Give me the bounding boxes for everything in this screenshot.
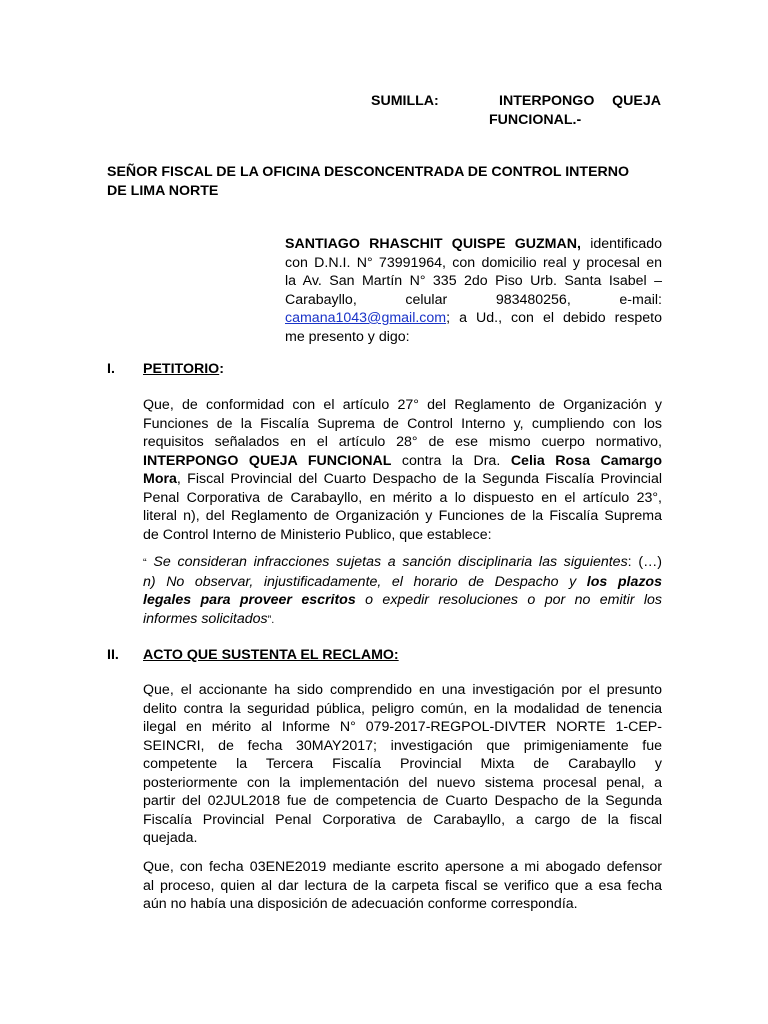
identification-text: ; a Ud., con el debido respeto (446, 310, 662, 326)
identification-text: identificado (580, 236, 662, 252)
phone-value: 983480256, (495, 291, 571, 308)
district-text: Carabayllo, (285, 291, 357, 308)
identification-line3: la Av. San Martín N° 335 2do Piso Urb. Santa Isabel – (285, 273, 662, 289)
paragraph-line: SEINCRI, de fecha 30MAY2017; investigación que primigeniamente fue (143, 737, 662, 754)
paragraph-line: posteriormente con la implementación del nuevo sistema procesal penal, a (143, 774, 662, 791)
bold-text: Mora (143, 471, 177, 487)
reclamo-paragraph1 (143, 681, 662, 848)
section1-heading (143, 360, 224, 379)
section2-number: II. (107, 647, 119, 663)
email-link[interactable]: camana1043@gmail.com (285, 310, 447, 326)
claimant-name: SANTIAGO RHASCHIT QUISPE GUZMAN, (285, 236, 581, 252)
addressee (107, 163, 662, 200)
paragraph-line: aún no había una disposición de adecuación conforme correspondía. (143, 896, 578, 912)
paragraph-line: Fiscalía Provincial Penal Corporativa de Carabayllo, a cargo de la fiscal (143, 811, 662, 828)
reclamo-paragraph2 (143, 858, 662, 914)
paragraph-line: competente la Tercera Fiscalía Provincial Mixta de Carabayllo y (143, 756, 662, 772)
paragraph-line: ilegal en mérito al Informe N° 079-2017-REGPOL-DIVTER NORTE 1-CEP- (143, 719, 662, 735)
paragraph-line: Funciones de la Fiscalía Suprema de Control Interno y, cumpliendo con los (143, 415, 662, 432)
identification-line1 (285, 235, 662, 254)
paragraph-line: partir del 02JUL2018 fue de competencia de Cuarto Despacho de la Segunda (143, 793, 662, 809)
paragraph-line: requisitos señalados en el artículo 28° de ese mismo cuerpo normativo, (143, 434, 662, 450)
section2-title: ACTO QUE SUSTENTA EL RECLAMO: (143, 647, 399, 663)
bold-text: legales para proveer escritos (143, 592, 356, 608)
text: contra la Dra. (391, 452, 511, 469)
paragraph-line: Que, con fecha 03ENE2019 mediante escrito apersone a mi abogado defensor (143, 859, 662, 875)
identification-line4 (285, 291, 662, 310)
section1-number: I. (107, 361, 115, 377)
paragraph-line: de Control Interno de Ministerio Publico, que establece: (143, 526, 492, 543)
sumilla-line1: INTERPONGO QUEJA (499, 93, 661, 109)
paragraph-line (143, 452, 662, 471)
quote-block (143, 553, 662, 629)
section1-colon: : (219, 361, 224, 377)
paragraph-line: quejada. (143, 830, 198, 846)
addressee-line2: DE LIMA NORTE (107, 182, 219, 199)
paragraph-line: Que, de conformidad con el artículo 27° del Reglamento de Organización y (143, 397, 662, 413)
email-label: e-mail: (619, 291, 662, 308)
quote-line (143, 591, 662, 610)
paragraph-line: al proceso, quien al dar lectura de la carpeta fiscal se verifico que a esa fecha (143, 877, 662, 894)
paragraph-line: literal n), del Reglamento de Organización y Funciones de la Fiscalía Suprema (143, 508, 662, 524)
text: : (…) (627, 554, 662, 570)
quote-line (143, 610, 662, 630)
sumilla-line2: FUNCIONAL.- (489, 111, 582, 128)
addressee-line1: SEÑOR FISCAL DE LA OFICINA DESCONCENTRADA DE CONTROL INTERNO (107, 164, 630, 180)
paragraph-line: Penal Corporativa de Carabayllo, en mérito a lo dispuesto en el artículo 23°, (143, 489, 662, 506)
italic-text: informes solicitados (143, 610, 268, 627)
bold-text: Celia Rosa Camargo (510, 452, 662, 469)
paragraph-line: delito contra la seguridad pública, peligro común, en la modalidad de tenencia (143, 700, 662, 717)
italic-text: o expedir resoluciones o por no emitir los (355, 592, 662, 608)
sumilla-label: SUMILLA: (371, 93, 439, 109)
quote-line (143, 553, 662, 573)
text: , Fiscal Provincial del Cuarto Despacho de la Segunda Fiscalía Provincial (176, 471, 662, 487)
paragraph-line (143, 470, 662, 489)
bold-text: los plazos (586, 573, 662, 590)
sumilla-block (371, 92, 661, 129)
bold-text: INTERPONGO QUEJA FUNCIONAL (143, 452, 392, 469)
quote-line (143, 573, 662, 592)
identification-line5 (285, 309, 662, 328)
quote-mark: “ (143, 557, 147, 569)
identification-line2: con D.N.I. N° 73991964, con domicilio real y procesal en (285, 254, 662, 271)
phone-label: celular (405, 291, 448, 308)
italic-text: n) No observar, injustificadamente, el horario de Despacho y (143, 573, 587, 590)
quote-mark: ”. (267, 613, 275, 626)
paragraph-line: Que, el accionante ha sido comprendido en una investigación por el presunto (143, 682, 662, 698)
petitorio-paragraph (143, 396, 662, 544)
section1-title: PETITORIO (143, 361, 220, 377)
italic-text: Se consideran infracciones sujetas a sanción disciplinaria las siguientes (153, 554, 628, 570)
identification-line6: me presento y digo: (285, 328, 410, 345)
identification-block (285, 235, 662, 346)
